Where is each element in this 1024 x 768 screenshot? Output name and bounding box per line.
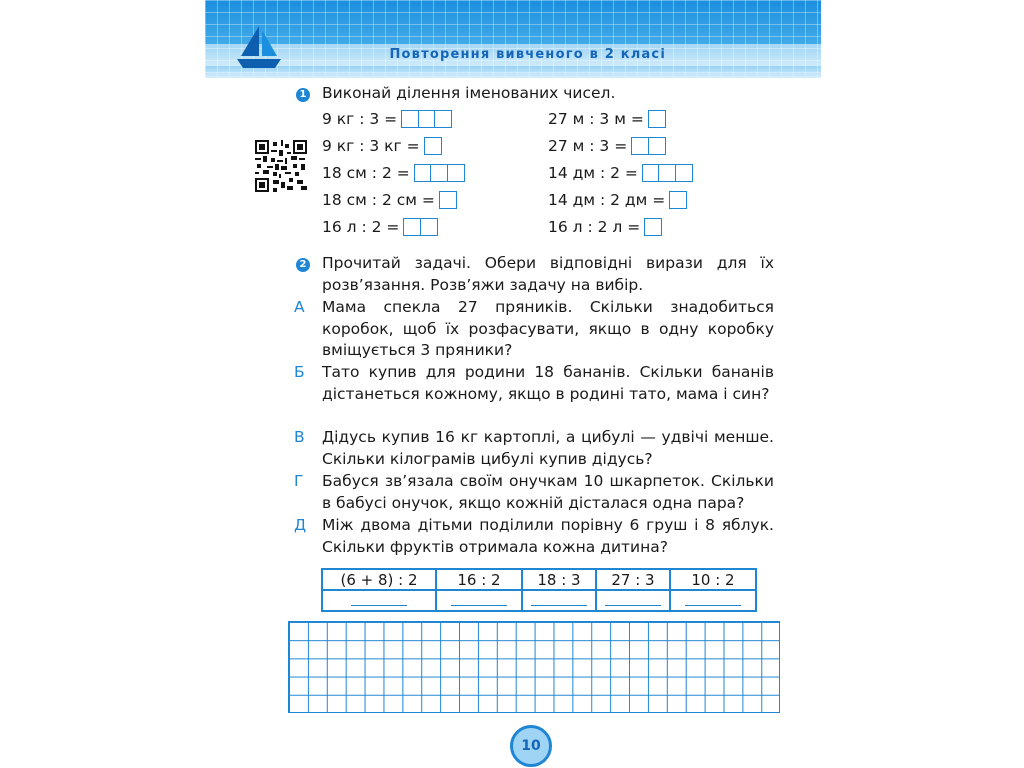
answer-line[interactable] — [451, 594, 507, 606]
exercise-expression: 9 кг : 3 кг = — [322, 137, 420, 155]
answer-box[interactable] — [642, 164, 660, 182]
answer-cell[interactable] — [670, 590, 756, 611]
exercise-expression: 27 м : 3 м = — [548, 110, 644, 128]
answer-box[interactable] — [648, 137, 666, 155]
problem-text: Мама спекла 27 пряників. Скільки знадобиться коробок, щоб їх розфасувати, якщо в одну коробку вміщується 3 пряники? — [322, 298, 774, 359]
expressions-table — [321, 568, 757, 612]
answer-box[interactable] — [414, 164, 432, 182]
exercise-expression: 16 л : 2 л = — [548, 218, 641, 236]
division-exercise — [548, 162, 691, 184]
answer-box[interactable] — [418, 110, 436, 128]
answer-line[interactable] — [605, 594, 661, 606]
page-header — [205, 0, 821, 78]
problem-text: Бабуся зв’язала своїм онучкам 10 шкарпеток. Скільки в бабусі онучок, якщо кожній дісталася одна пара? — [322, 472, 774, 512]
answer-box[interactable] — [401, 110, 419, 128]
problem-letter: А — [294, 298, 305, 316]
answer-box[interactable] — [675, 164, 693, 182]
division-exercise — [322, 135, 440, 157]
exercise-expression: 27 м : 3 = — [548, 137, 628, 155]
exercise-expression: 14 дм : 2 = — [548, 164, 638, 182]
answer-line[interactable] — [351, 594, 407, 606]
expression-cell: 16 : 2 — [436, 569, 522, 590]
answer-boxes — [642, 164, 692, 182]
answer-box[interactable] — [430, 164, 448, 182]
answer-boxes — [669, 191, 686, 209]
exercise-expression: 9 кг : 3 = — [322, 110, 398, 128]
qr-code-icon[interactable] — [255, 140, 307, 192]
problem-letter: В — [294, 428, 305, 446]
division-exercise — [548, 135, 664, 157]
answers-row — [322, 590, 756, 611]
answer-cell[interactable] — [322, 590, 436, 611]
answer-line[interactable] — [685, 594, 741, 606]
answer-boxes — [414, 164, 464, 182]
task-2-heading: Прочитай задачі. Обери відповідні вирази для їх розв’язання. Розв’яжи задачу на вибір. — [322, 254, 774, 294]
answer-boxes — [439, 191, 456, 209]
answer-boxes — [644, 218, 661, 236]
sailboat-icon — [233, 22, 285, 70]
exercise-expression: 14 дм : 2 дм = — [548, 191, 666, 209]
task-1-heading: Виконай ділення іменованих чисел. — [322, 84, 616, 102]
division-exercise — [548, 189, 686, 211]
header-title: Повторення вивченого в 2 класі — [389, 47, 666, 62]
exercise-expression: 18 см : 2 см = — [322, 191, 435, 209]
answer-box[interactable] — [439, 191, 457, 209]
answer-box[interactable] — [648, 110, 666, 128]
answer-box[interactable] — [669, 191, 687, 209]
answer-box[interactable] — [631, 137, 649, 155]
division-exercise — [548, 216, 661, 238]
problem-text: Тато купив для родини 18 бананів. Скільки бананів дістанеться кожному, якщо в родині тато, мама і син? — [322, 363, 774, 403]
writing-grid[interactable] — [288, 621, 780, 713]
problem-letter: Д — [294, 516, 307, 534]
division-exercise — [322, 216, 436, 238]
answer-box[interactable] — [420, 218, 438, 236]
exercise-expression: 16 л : 2 = — [322, 218, 400, 236]
page-number: 10 — [510, 725, 552, 767]
problem-letter: Г — [294, 472, 304, 490]
answer-line[interactable] — [531, 594, 587, 606]
exercise-expression: 18 см : 2 = — [322, 164, 410, 182]
answer-boxes — [424, 137, 441, 155]
division-exercise — [548, 108, 664, 130]
task-1-marker: 1 — [296, 88, 310, 102]
answer-box[interactable] — [424, 137, 442, 155]
answer-box[interactable] — [658, 164, 676, 182]
division-exercise — [322, 189, 455, 211]
answer-cell[interactable] — [522, 590, 596, 611]
answer-boxes — [401, 110, 451, 128]
expression-cell: 27 : 3 — [596, 569, 670, 590]
answer-box[interactable] — [403, 218, 421, 236]
answer-box[interactable] — [447, 164, 465, 182]
expressions-row — [322, 569, 756, 590]
answer-box[interactable] — [644, 218, 662, 236]
answer-boxes — [631, 137, 664, 155]
expression-cell: 10 : 2 — [670, 569, 756, 590]
division-exercise — [322, 108, 451, 130]
answer-box[interactable] — [434, 110, 452, 128]
expression-cell: 18 : 3 — [522, 569, 596, 590]
expression-cell: (6 + 8) : 2 — [322, 569, 436, 590]
answer-boxes — [648, 110, 665, 128]
answer-cell[interactable] — [596, 590, 670, 611]
problem-letter: Б — [294, 363, 305, 381]
problem-text: Дідусь купив 16 кг картоплі, а цибулі — удвічі менше. Скільки кілограмів цибулі купив дідусь? — [322, 428, 774, 468]
answer-cell[interactable] — [436, 590, 522, 611]
task-2-marker: 2 — [296, 258, 310, 272]
answer-boxes — [403, 218, 436, 236]
division-exercise — [322, 162, 463, 184]
problem-text: Між двома дітьми поділили порівну 6 груш і 8 яблук. Скільки фруктів отримала кожна дитина? — [322, 516, 774, 556]
